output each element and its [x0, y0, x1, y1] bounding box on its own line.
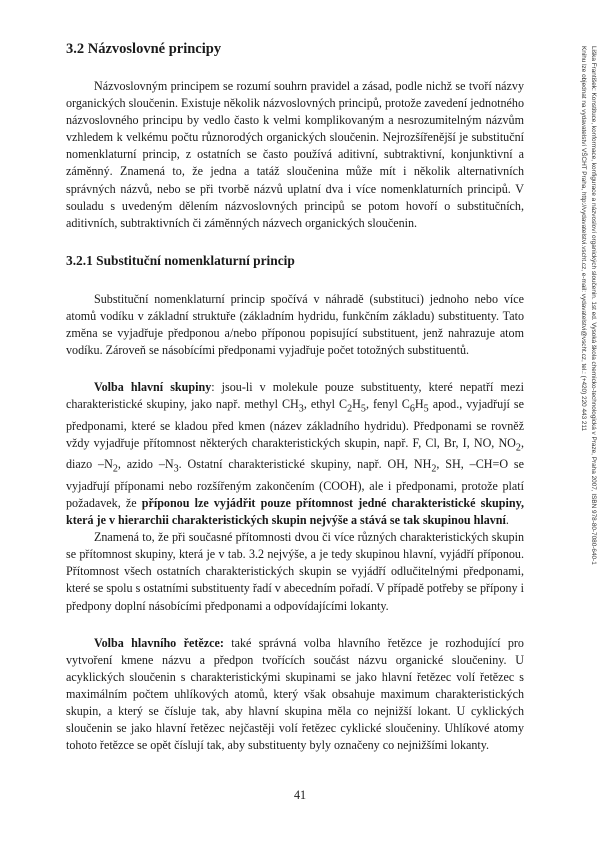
main-group-paragraph-2: Znamená to, že při současné přítomnosti dvou či více různých charakteristických skupin se přítomnost skupiny, která je v tab. 3.2 nejvýše, a je tedy skupinou hlavní, vyjádří příponou. Přítomnost všech ostatních charakteristických skupin se vyjádří odlučitelnými předponami, které se spolu s ostatními substituenty řadí v abecedním pořadí. V případě potřeby se přípony i předpony doplní násobícími předponami a odpovídajícími lokanty. — [66, 530, 524, 613]
substitution-intro-paragraph: Substituční nomenklaturní princip spočívá v náhradě (substituci) jednoho nebo více atomů vodíku v základní struktuře (základním hydridu, funkčním základu) substituenty. Tato změna se vyjadřuje předponou a/nebo příponou popisující substituent, jenž nahrazuje atom vodíku. Zároveň se násobícími předponami vyjadřuje počet totožných substituentů. — [66, 291, 524, 358]
section-heading: 3.2 Názvoslovné principy — [66, 41, 222, 57]
page-content — [66, 40, 524, 754]
main-group-paragraph: Volba hlavní skupiny: jsou-li v molekule pouze substituenty, které nepatří mezi charakteristické skupiny, jako např. methyl $CH_3$, ethyl $C_2H_5$, fenyl $C_6H_5$ apod., vyjadřují se předponami, které se kladou před kmen (název základního hydridu). Předponami se rovněž vždy vyjadřuje přítomnost některých charakteristických skupin, např. F, Cl, Br, I, NO, $NO_2$, diazo $-N_2$, azido $-N_3$. Ostatní charakteristické skupiny, např. OH, $NH_2$, SH, –CH=O se vyjadřují příponami nebo rozšířeným zakončením (COOH), ale i předponami, protože platí požadavek, že příponou lze vyjádřit pouze přítomnost jedné charakteristické skupiny, která je v hierarchii charakteristických skupin nejvýše a stává se tak skupinou hlavní. — [66, 380, 525, 528]
order-info-line: Knihu lze objednat na vydavatelství VŠCHT Praha, http://vydavatelstvi.vscht.cz, e-mail: vydavatelstvi@vscht.cz, tel.: (+420) 220 443 211 — [580, 46, 587, 432]
main-chain-paragraph: Volba hlavního řetězce: také správná volba hlavního řetězce je rozhodující pro vytvoření kmene názvu a předpon tvořících součást názvu organické sloučeniny. U acyklických sloučenin s charakteristickými skupinami se jako hlavní řetězec volí řetězec s maximálním počtem uhlíkových atomů, který však obsahuje maximum charakteristických skupin, a který se čísluje tak, aby hlavní skupina měla co nejnižší lokant. U cyklických sloučenin se jako hlavní řetězec nejčastěji volí řetězec cyklické sloučeniny. Uhlíkové atomy tohoto řetězce se opět číslují tak, aby substituenty byly označeny co nejnižšími lokanty. — [66, 635, 524, 753]
citation-line: Liška František: Konstituce, konformace, konfigurace a názvosloví organických sloučenin. 1st ed. Vysoká škola chemicko-technologická v Praze, Praha 2007, ISBN 978-80-7080-640-1 — [590, 46, 597, 565]
page-number: 41 — [293, 788, 307, 802]
section-paragraph: Názvoslovným principem se rozumí souhrn pravidel a zásad, podle nichž se tvoří názvy organických sloučenin. Existuje několik názvoslovných principů, protože zavedení jednotného názvoslovného principu by vedlo často k velmi komplikovaným a nesrozumitelným názvům vzhledem k velkému počtu různorodých organických sloučenin. Nejrozšířenější je substituční nomenklaturní princip, z ostatních se často používá aditivní, subtraktivní, konjunktivní a záměnný. Znamená to, že jedna a tatáž sloučenina může mít i několik alternativních správných názvů, nebo se při tvorbě názvů uplatní dva i více nomenklaturních principů. V souladu s uvedeným dělením názvoslovných principů se potom hovoří o substitučních, aditivních, subtraktivních či záměnných názvech organických sloučenin. — [66, 79, 524, 230]
main-group-rule: příponou lze vyjádřit pouze přítomnost jedné charakteristické skupiny, která je v hierarchii charakteristických skupin nejvýše a stává se tak skupinou hlavní — [66, 496, 525, 528]
subsection-heading: 3.2.1 Substituční nomenklaturní princip — [66, 252, 295, 268]
main-chain-term: Volba hlavního řetězce: — [94, 635, 224, 650]
copyright-sidebar — [572, 46, 598, 686]
main-group-term: Volba hlavní skupiny — [94, 380, 212, 395]
